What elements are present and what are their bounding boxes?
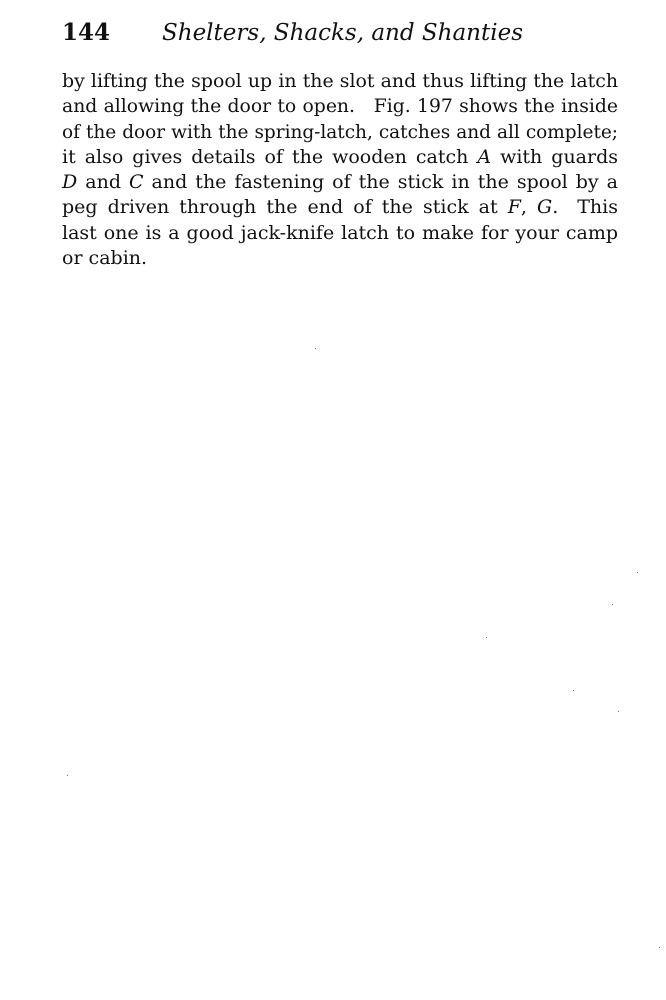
text-line: by lifting the spool up in the slot and thus lifting the latch	[62, 70, 618, 92]
scan-speck	[67, 775, 68, 776]
scan-speck	[637, 572, 638, 573]
scan-speck	[573, 690, 574, 691]
body-paragraph	[62, 69, 618, 271]
scan-speck	[659, 947, 660, 948]
text-line: it also gives details of the wooden catch A with guards	[62, 145, 618, 168]
scan-speck	[612, 604, 613, 605]
text-line: or cabin.	[62, 247, 148, 270]
running-head	[62, 16, 622, 50]
scan-speck	[486, 637, 487, 638]
text-line: D and C and the fastening of the stick in the spool by a	[62, 171, 618, 194]
text-line: peg driven through the end of the stick at F, G. This	[62, 196, 618, 219]
scan-speck	[315, 348, 316, 349]
page-number: 144	[62, 19, 111, 46]
text-line: of the door with the spring-latch, catches and all complete;	[62, 121, 618, 143]
scan-speck	[618, 711, 619, 712]
text-line: and allowing the door to open. Fig. 197 shows the inside	[62, 96, 618, 118]
text-line: last one is a good jack-knife latch to make for your camp	[62, 221, 618, 244]
running-title: Shelters, Shacks, and Shanties	[162, 20, 524, 46]
